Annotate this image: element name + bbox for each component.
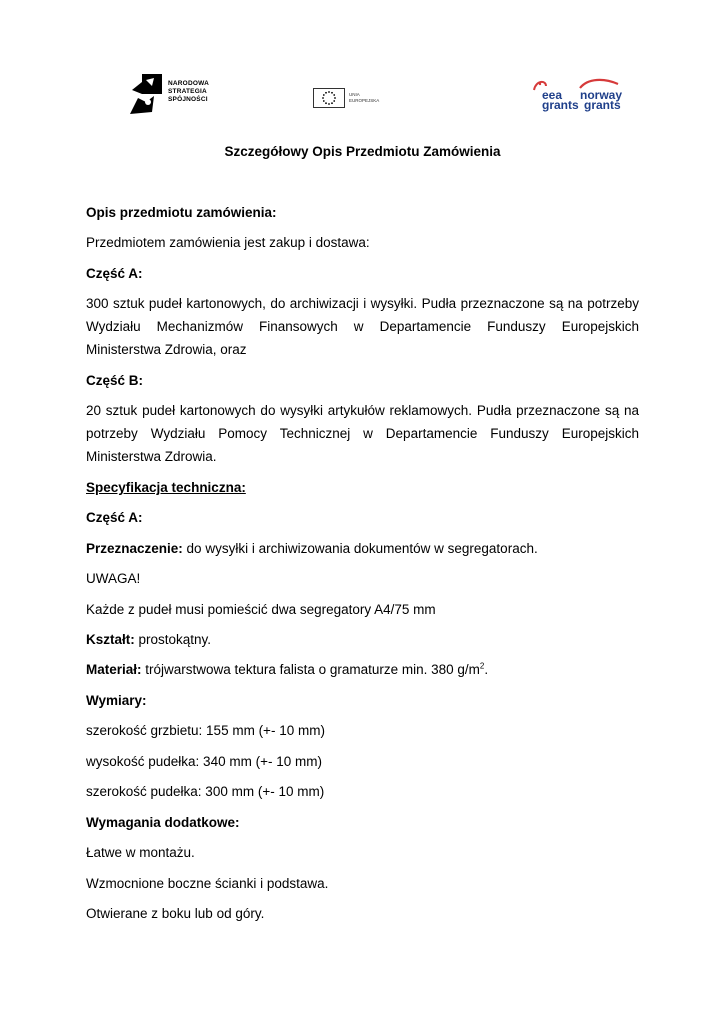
- narodowa-strategia-logo: [128, 72, 248, 116]
- material-line: [86, 658, 639, 681]
- part-b-heading: Część B:: [86, 373, 144, 388]
- material-end: .: [484, 662, 489, 677]
- material-value: trójwarstwowa tektura falista o gramaturze min. 380 g/m: [141, 662, 480, 677]
- purpose-label: Przeznaczenie:: [86, 541, 183, 556]
- eu-line-2: EUROPEJSKA: [349, 98, 380, 103]
- intro-text: Przedmiotem zamówienia jest zakup i dostawa:: [86, 235, 370, 250]
- eu-text: [349, 92, 379, 104]
- dim-width: szerokość pudełka: 300 mm (+- 10 mm): [86, 784, 325, 799]
- eea-word: eea: [542, 88, 563, 102]
- spec-heading: Specyfikacja techniczna:: [86, 480, 246, 495]
- header-logos: [0, 70, 725, 120]
- eu-line-1: UNIA: [349, 92, 360, 97]
- strategy-emblem-icon: [128, 72, 164, 116]
- shape-line: [86, 628, 639, 651]
- part-b-text: 20 sztuk pudeł kartonowych do wysyłki artykułów reklamowych. Pudła przeznaczone są na potrzeby Wydziału Pomocy Technicznej w Departamencie Funduszy Europejskich Ministerstwa Zdrowia.: [86, 403, 639, 464]
- logo-text: [168, 80, 248, 104]
- extra-2: Wzmocnione boczne ścianki i podstawa.: [86, 876, 329, 891]
- part-a-text: 300 sztuk pudeł kartonowych, do archiwizacji i wysyłki. Pudła przeznaczone są na potrzeby Wydziału Mechanizmów Finansowych w Departamencie Funduszy Europejskich Ministerstwa Zdrowia, oraz: [86, 296, 639, 357]
- purpose-line: [86, 537, 639, 560]
- document-title: Szczegółowy Opis Przedmiotu Zamówienia: [224, 144, 501, 159]
- logo-line-2: STRATEGIA SPÓJNOŚCI: [168, 88, 208, 103]
- dim-spine: szerokość grzbietu: 155 mm (+- 10 mm): [86, 723, 325, 738]
- norway-word: norway: [580, 88, 623, 102]
- shape-label: Kształt:: [86, 632, 135, 647]
- dimensions-heading: Wymiary:: [86, 693, 147, 708]
- extra-heading: Wymagania dodatkowe:: [86, 815, 240, 830]
- shape-value: prostokątny.: [134, 632, 212, 647]
- heading-opis: Opis przedmiotu zamówienia:: [86, 205, 277, 220]
- dim-height: wysokość pudełka: 340 mm (+- 10 mm): [86, 754, 322, 769]
- extra-1: Łatwe w montażu.: [86, 845, 195, 860]
- eu-logo: [313, 88, 383, 112]
- warning: UWAGA!: [86, 571, 141, 586]
- material-sup: 2: [479, 661, 485, 671]
- part-a-heading: Część A:: [86, 266, 143, 281]
- eea-grants-word: grants: [542, 98, 579, 112]
- eea-norway-grants-logo: [528, 78, 628, 118]
- material-label: Materiał:: [86, 662, 142, 677]
- spec-part-a: Część A:: [86, 510, 143, 525]
- norway-grants-word: grants: [584, 98, 621, 112]
- purpose-value: do wysyłki i archiwizowania dokumentów w segregatorach.: [182, 541, 538, 556]
- logo-line-1: NARODOWA: [168, 80, 209, 87]
- extra-3: Otwierane z boku lub od góry.: [86, 906, 265, 921]
- warning-text: Każde z pudeł musi pomieścić dwa segregatory A4/75 mm: [86, 602, 436, 617]
- eu-flag-icon: [313, 88, 345, 108]
